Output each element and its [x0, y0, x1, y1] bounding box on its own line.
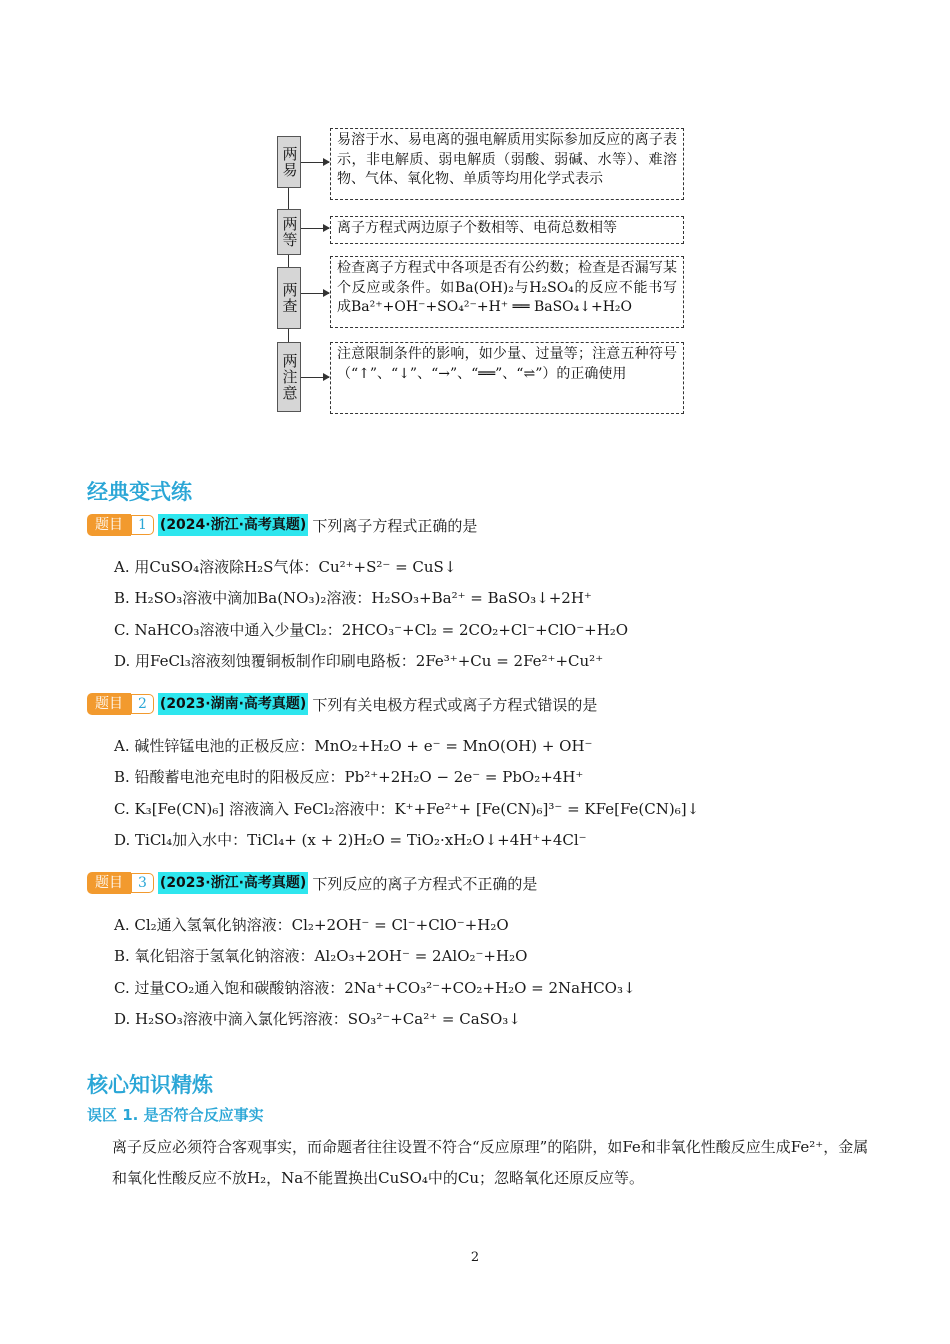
option-b: B. H₂SO₃溶液中滴加Ba(NO₃)₂溶液：H₂SO₃+Ba²⁺ = BaSO₃↓+2H⁺ [114, 589, 592, 607]
option-d: D. 用FeCl₃溶液刻蚀覆铜板制作印刷电路板：2Fe³⁺+Cu = 2Fe²⁺+Cu²⁺ [114, 652, 604, 670]
option-b: B. 铅酸蓄电池充电时的阳极反应：Pb²⁺+2H₂O − 2e⁻ = PbO₂+4H⁺ [114, 768, 584, 786]
option-c: C. NaHCO₃溶液中通入少量Cl₂：2HCO₃⁻+Cl₂ = 2CO₂+Cl⁻+ClO⁻+H₂O [114, 621, 629, 639]
option-a: A. Cl₂通入氢氧化钠溶液：Cl₂+2OH⁻ = Cl⁻+ClO⁻+H₂O [114, 916, 509, 934]
diagram-tag-3: 两查 [277, 267, 301, 329]
question-header [87, 514, 477, 536]
question-header [87, 693, 597, 715]
option-c: C. K₃[Fe(CN)₆] 溶液滴入 FeCl₂溶液中：K⁺+Fe²⁺+ [Fe(CN)₆]³⁻ = KFe[Fe(CN)₆]↓ [114, 800, 700, 818]
diagram-box-3: 检查离子方程式中各项是否有公约数；检查是否漏写某个反应或条件。如Ba(OH)₂与H₂SO₄的反应不能书写成Ba²⁺+OH⁻+SO₄²⁻+H⁺ ══ BaSO₄↓+H₂O [330, 256, 684, 328]
page-number: 2 [470, 1250, 480, 1265]
question-tag: 题目 [87, 872, 131, 894]
diagram-spine [288, 327, 289, 342]
question-number: 1 [131, 515, 154, 535]
question-stem: 下列有关电极方程式或离子方程式错误的是 [312, 695, 598, 714]
option-c: C. 过量CO₂通入饱和碳酸钠溶液：2Na⁺+CO₃²⁻+CO₂+H₂O = 2NaHCO₃↓ [114, 979, 636, 997]
diagram-spine [288, 187, 289, 209]
diagram-box-2: 离子方程式两边原子个数相等、电荷总数相等 [330, 216, 684, 244]
question-tag: 题目 [87, 514, 131, 536]
diagram-arrow-icon [301, 162, 329, 163]
question-number: 2 [131, 694, 154, 714]
diagram-box-4: 注意限制条件的影响，如少量、过量等；注意五种符号（“↑”、“↓”、“→”、“══”、“⇌”）的正确使用 [330, 342, 684, 414]
knowledge-paragraph: 离子反应必须符合客观事实，而命题者往往设置不符合“反应原理”的陷阱，如Fe和非氧化性酸反应生成Fe²⁺，金属和氧化性酸反应不放H₂，Na不能置换出CuSO₄中的Cu；忽略氧化还原反应等。 [112, 1138, 869, 1187]
question-tag: 题目 [87, 693, 131, 715]
diagram-tag-2: 两等 [277, 209, 301, 255]
question-number: 3 [131, 873, 154, 893]
diagram-arrow-icon [301, 228, 329, 229]
section-title-core: 核心知识精炼 [87, 1073, 213, 1097]
question-source: (2024·浙江·高考真题) [158, 514, 308, 536]
question-source: (2023·浙江·高考真题) [158, 872, 308, 894]
option-d: D. TiCl₄加入水中：TiCl₄+ (x + 2)H₂O = TiO₂·xH₂O↓+4H⁺+4Cl⁻ [114, 831, 587, 849]
diagram-box-1: 易溶于水、易电离的强电解质用实际参加反应的离子表示，非电解质、弱电解质（弱酸、弱碱、水等）、难溶物、气体、氧化物、单质等均用化学式表示 [330, 128, 684, 200]
option-a: A. 碱性锌锰电池的正极反应：MnO₂+H₂O + e⁻ = MnO(OH) + OH⁻ [114, 737, 593, 755]
section-title-practice: 经典变式练 [87, 480, 192, 504]
diagram-tag-4: 两注意 [277, 342, 301, 412]
diagram-tag-1: 两易 [277, 136, 301, 188]
question-header [87, 872, 537, 894]
diagram-spine [288, 253, 289, 267]
question-source: (2023·湖南·高考真题) [158, 693, 308, 715]
option-b: B. 氧化铝溶于氢氧化钠溶液：Al₂O₃+2OH⁻ = 2AlO₂⁻+H₂O [114, 947, 528, 965]
diagram-arrow-icon [301, 293, 329, 294]
option-d: D. H₂SO₃溶液中滴入氯化钙溶液：SO₃²⁻+Ca²⁺ = CaSO₃↓ [114, 1010, 521, 1028]
question-stem: 下列离子方程式正确的是 [312, 516, 478, 535]
diagram-arrow-icon [301, 377, 329, 378]
section-subtitle: 误区 1. 是否符合反应事实 [87, 1106, 264, 1124]
question-stem: 下列反应的离子方程式不正确的是 [312, 874, 538, 893]
option-a: A. 用CuSO₄溶液除H₂S气体：Cu²⁺+S²⁻ = CuS↓ [114, 558, 457, 576]
